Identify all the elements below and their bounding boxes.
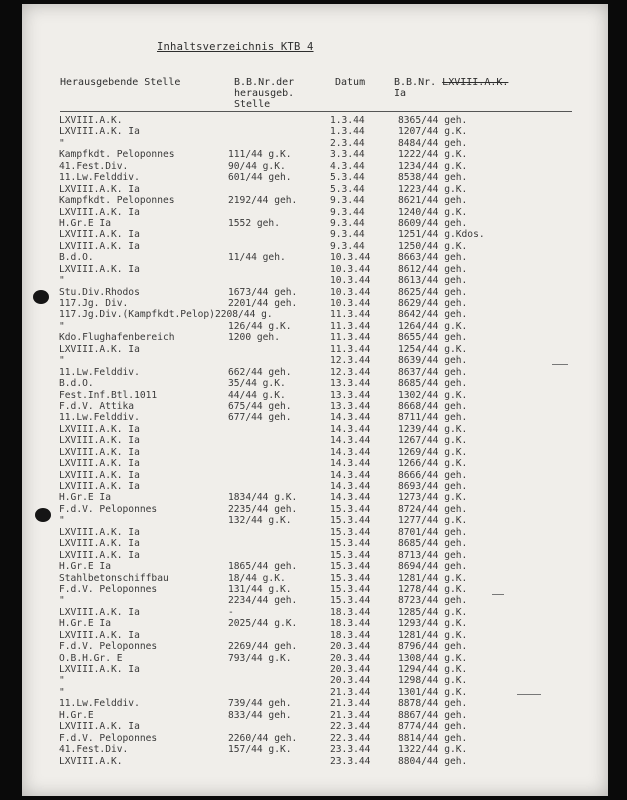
cell-datum: 9.3.44 (330, 195, 365, 207)
header-bb-nr (394, 77, 508, 99)
cell-bb-nr: 8701/44 geh. (398, 526, 468, 538)
cell-bb-nr-herausgeber: 2260/44 geh. (228, 732, 298, 744)
cell-bb-nr: 8723/44 geh. (398, 595, 468, 607)
cell-herausgebende-stelle: 41.Fest.Div. (59, 744, 129, 756)
cell-bb-nr: 8867/44 geh. (398, 709, 468, 721)
cell-herausgebende-stelle: LXVIII.A.K. Ia (59, 481, 140, 492)
table-row (22, 653, 608, 664)
cell-bb-nr: 1278/44 g.K. (398, 583, 468, 595)
cell-bb-nr-herausgeber: 1200 geh. (228, 332, 280, 344)
table-row (22, 378, 608, 389)
cell-herausgebende-stelle: " (59, 275, 65, 287)
cell-bb-nr: 1302/44 g.K. (398, 389, 468, 401)
table-row (22, 332, 608, 343)
table-row (22, 264, 608, 275)
cell-herausgebende-stelle: Fest.Inf.Btl.1011 (59, 389, 158, 401)
table-row (22, 424, 608, 435)
margin-mark (517, 694, 541, 695)
cell-datum: 14.3.44 (330, 481, 371, 492)
cell-herausgebende-stelle: Stu.Div.Rhodos (59, 286, 140, 298)
cell-datum: 10.3.44 (330, 298, 371, 309)
table-row (22, 698, 608, 709)
cell-bb-nr-herausgeber: - (228, 606, 234, 618)
cell-herausgebende-stelle: LXVIII.A.K. Ia (59, 721, 140, 733)
cell-datum: 15.3.44 (330, 583, 371, 595)
cell-bb-nr: 1322/44 g.K. (398, 744, 468, 756)
cell-datum: 14.3.44 (330, 458, 371, 470)
cell-bb-nr: 8642/44 geh. (398, 309, 468, 321)
cell-datum: 15.3.44 (330, 526, 371, 538)
cell-herausgebende-stelle: LXVIII.A.K. Ia (59, 423, 140, 435)
table-row (22, 607, 608, 618)
cell-bb-nr-herausgeber: 2201/44 geh. (228, 298, 298, 309)
document-title: Inhaltsverzeichnis KTB 4 (157, 41, 314, 53)
cell-herausgebende-stelle: H.Gr.E Ia (59, 217, 111, 229)
cell-herausgebende-stelle: " (59, 686, 65, 698)
cell-herausgebende-stelle: LXVIII.A.K. Ia (59, 458, 140, 470)
cell-bb-nr-herausgeber: 35/44 g.K. (228, 378, 286, 390)
cell-datum: 13.3.44 (330, 400, 371, 412)
table-row (22, 641, 608, 652)
cell-bb-nr: 1281/44 g.K. (398, 629, 468, 641)
table-row (22, 298, 608, 309)
cell-herausgebende-stelle: LXVIII.A.K. Ia (59, 263, 140, 275)
cell-datum: 20.3.44 (330, 641, 371, 653)
cell-bb-nr-herausgeber: 601/44 geh. (228, 172, 292, 184)
cell-bb-nr: 8639/44 geh. (398, 355, 468, 367)
cell-datum: 11.3.44 (330, 309, 371, 321)
cell-herausgebende-stelle: 11.Lw.Felddiv. (59, 698, 140, 710)
table-row (22, 618, 608, 629)
cell-bb-nr: 1222/44 g.K. (398, 149, 468, 161)
cell-bb-nr-herausgeber: 1552 geh. (228, 217, 280, 229)
cell-bb-nr: 1308/44 g.K. (398, 652, 468, 664)
cell-datum: 22.3.44 (330, 721, 371, 733)
cell-datum: 4.3.44 (330, 160, 365, 172)
cell-bb-nr: 1207/44 g.K. (398, 126, 468, 138)
cell-bb-nr-herausgeber: 677/44 geh. (228, 412, 292, 424)
header-bb-nr-prefix: B.B.Nr. (394, 77, 443, 88)
cell-bb-nr: 8814/44 geh. (398, 732, 468, 744)
table-row (22, 527, 608, 538)
cell-herausgebende-stelle: LXVIII.A.K. Ia (59, 629, 140, 641)
table-row (22, 218, 608, 229)
cell-bb-nr-herausgeber: 90/44 g.K. (228, 160, 286, 172)
cell-bb-nr: 8711/44 geh. (398, 412, 468, 424)
margin-mark (492, 594, 504, 595)
cell-herausgebende-stelle: " (59, 675, 65, 687)
cell-bb-nr-herausgeber: 131/44 g.K. (228, 583, 292, 595)
cell-datum: 14.3.44 (330, 435, 371, 447)
cell-bb-nr: 1273/44 g.K. (398, 492, 468, 504)
cell-bb-nr: 1293/44 g.K. (398, 618, 468, 630)
table-row (22, 309, 608, 320)
table-row (22, 675, 608, 686)
table-row (22, 515, 608, 526)
table-row (22, 492, 608, 503)
cell-bb-nr: 8685/44 geh. (398, 378, 468, 390)
cell-bb-nr: 8878/44 geh. (398, 698, 468, 710)
table-row (22, 367, 608, 378)
cell-bb-nr-herausgeber: 1865/44 geh. (228, 561, 298, 573)
cell-bb-nr-herausgeber: 739/44 geh. (228, 698, 292, 710)
table-row (22, 733, 608, 744)
table-row (22, 115, 608, 126)
header-bb-nr-herausgeber: B.B.Nr.der herausgeb. Stelle (234, 77, 295, 110)
cell-datum: 22.3.44 (330, 732, 371, 744)
cell-bb-nr: 1239/44 g.K. (398, 423, 468, 435)
cell-bb-nr-herausgeber: 2235/44 geh. (228, 503, 298, 515)
cell-bb-nr-herausgeber: 11/44 geh. (228, 252, 286, 264)
cell-bb-nr: 8621/44 geh. (398, 195, 468, 207)
cell-herausgebende-stelle: LXVIII.A.K. Ia (59, 435, 140, 447)
cell-bb-nr: 8796/44 geh. (398, 641, 468, 653)
cell-bb-nr: 8365/44 geh. (398, 115, 468, 126)
cell-datum: 11.3.44 (330, 332, 371, 344)
table-row (22, 195, 608, 206)
table-row (22, 412, 608, 423)
cell-datum: 15.3.44 (330, 515, 371, 527)
cell-bb-nr-herausgeber: 126/44 g.K. (228, 320, 292, 332)
cell-bb-nr: 8693/44 geh. (398, 481, 468, 492)
cell-datum: 15.3.44 (330, 595, 371, 607)
cell-datum: 11.3.44 (330, 343, 371, 355)
cell-datum: 20.3.44 (330, 675, 371, 687)
punch-hole (35, 508, 51, 522)
cell-datum: 20.3.44 (330, 664, 371, 675)
cell-datum: 14.3.44 (330, 469, 371, 481)
cell-bb-nr: 1285/44 g.K. (398, 606, 468, 618)
table-row (22, 321, 608, 332)
table-row (22, 470, 608, 481)
cell-herausgebende-stelle: 117.Jg.Div.(Kampfkdt.Pelop)2208/44 g. (59, 309, 273, 321)
table-row (22, 573, 608, 584)
table-row (22, 355, 608, 366)
cell-datum: 9.3.44 (330, 229, 365, 241)
cell-datum: 1.3.44 (330, 126, 365, 138)
cell-bb-nr: 8774/44 geh. (398, 721, 468, 733)
cell-datum: 14.3.44 (330, 446, 371, 458)
cell-herausgebende-stelle: F.d.V. Peloponnes (59, 583, 158, 595)
cell-bb-nr: 8609/44 geh. (398, 217, 468, 229)
cell-bb-nr-herausgeber: 1834/44 g.K. (228, 492, 298, 504)
cell-bb-nr: 1250/44 g.K. (398, 240, 468, 252)
cell-herausgebende-stelle: " (59, 320, 65, 332)
cell-datum: 21.3.44 (330, 709, 371, 721)
cell-bb-nr-herausgeber: 132/44 g.K. (228, 515, 292, 527)
cell-bb-nr: 8538/44 geh. (398, 172, 468, 184)
cell-herausgebende-stelle: LXVIII.A.K. (59, 755, 123, 767)
cell-herausgebende-stelle: F.d.V. Peloponnes (59, 641, 158, 653)
cell-bb-nr-herausgeber: 2269/44 geh. (228, 641, 298, 653)
cell-bb-nr: 1266/44 g.K. (398, 458, 468, 470)
entries-table (22, 115, 608, 767)
cell-herausgebende-stelle: LXVIII.A.K. Ia (59, 664, 140, 675)
cell-herausgebende-stelle: LXVIII.A.K. Ia (59, 469, 140, 481)
cell-datum: 9.3.44 (330, 240, 365, 252)
cell-bb-nr-herausgeber: 44/44 g.K. (228, 389, 286, 401)
cell-herausgebende-stelle: LXVIII.A.K. Ia (59, 183, 140, 195)
cell-bb-nr: 8613/44 geh. (398, 275, 468, 287)
cell-datum: 21.3.44 (330, 698, 371, 710)
cell-herausgebende-stelle: H.Gr.E Ia (59, 618, 111, 630)
cell-herausgebende-stelle: B.d.O. (59, 378, 94, 390)
table-row (22, 710, 608, 721)
cell-bb-nr-herausgeber: 675/44 geh. (228, 400, 292, 412)
cell-herausgebende-stelle: 11.Lw.Felddiv. (59, 172, 140, 184)
table-row (22, 229, 608, 240)
table-row (22, 538, 608, 549)
cell-herausgebende-stelle: LXVIII.A.K. Ia (59, 126, 140, 138)
cell-datum: 18.3.44 (330, 618, 371, 630)
cell-bb-nr: 1254/44 g.K. (398, 343, 468, 355)
cell-bb-nr: 8629/44 geh. (398, 298, 468, 309)
cell-datum: 10.3.44 (330, 286, 371, 298)
cell-datum: 15.3.44 (330, 549, 371, 561)
table-row (22, 561, 608, 572)
header-bb-nr-struck: LXVIII.A.K. (442, 77, 509, 88)
table-row (22, 664, 608, 675)
cell-datum: 18.3.44 (330, 629, 371, 641)
cell-bb-nr: 1223/44 g.K. (398, 183, 468, 195)
table-row (22, 126, 608, 137)
cell-datum: 14.3.44 (330, 412, 371, 424)
cell-herausgebende-stelle: O.B.H.Gr. E (59, 652, 123, 664)
cell-bb-nr: 8694/44 geh. (398, 561, 468, 573)
document-page (22, 4, 608, 796)
cell-bb-nr: 1298/44 g.K. (398, 675, 468, 687)
cell-bb-nr: 8685/44 geh. (398, 538, 468, 550)
table-row (22, 458, 608, 469)
cell-datum: 10.3.44 (330, 263, 371, 275)
table-row (22, 149, 608, 160)
cell-herausgebende-stelle: LXVIII.A.K. Ia (59, 343, 140, 355)
table-row (22, 504, 608, 515)
cell-datum: 5.3.44 (330, 183, 365, 195)
table-row (22, 481, 608, 492)
cell-herausgebende-stelle: LXVIII.A.K. Ia (59, 538, 140, 550)
cell-datum: 13.3.44 (330, 378, 371, 390)
table-row (22, 447, 608, 458)
table-row (22, 721, 608, 732)
cell-bb-nr: 1251/44 g.Kdos. (398, 229, 485, 241)
table-row (22, 390, 608, 401)
table-row (22, 184, 608, 195)
cell-herausgebende-stelle: H.Gr.E Ia (59, 492, 111, 504)
cell-bb-nr: 8637/44 geh. (398, 366, 468, 378)
cell-bb-nr-herausgeber: 2192/44 geh. (228, 195, 298, 207)
cell-datum: 10.3.44 (330, 275, 371, 287)
cell-bb-nr: 1277/44 g.K. (398, 515, 468, 527)
header-rule (60, 111, 572, 112)
cell-herausgebende-stelle: LXVIII.A.K. Ia (59, 240, 140, 252)
punch-hole (33, 290, 49, 304)
cell-datum: 18.3.44 (330, 606, 371, 618)
table-row (22, 687, 608, 698)
cell-datum: 14.3.44 (330, 423, 371, 435)
cell-herausgebende-stelle: F.d.V. Peloponnes (59, 732, 158, 744)
cell-datum: 20.3.44 (330, 652, 371, 664)
cell-bb-nr: 8724/44 geh. (398, 503, 468, 515)
table-row (22, 435, 608, 446)
cell-herausgebende-stelle: LXVIII.A.K. Ia (59, 606, 140, 618)
cell-herausgebende-stelle: LXVIII.A.K. Ia (59, 229, 140, 241)
cell-datum: 21.3.44 (330, 686, 371, 698)
table-row (22, 595, 608, 606)
cell-bb-nr-herausgeber: 1673/44 geh. (228, 286, 298, 298)
cell-datum: 14.3.44 (330, 492, 371, 504)
cell-herausgebende-stelle: H.Gr.E Ia (59, 561, 111, 573)
cell-herausgebende-stelle: LXVIII.A.K. (59, 115, 123, 126)
cell-herausgebende-stelle: Kampfkdt. Peloponnes (59, 149, 175, 161)
cell-herausgebende-stelle: " (59, 515, 65, 527)
cell-bb-nr: 8484/44 geh. (398, 137, 468, 149)
cell-bb-nr-herausgeber: 18/44 g.K. (228, 572, 286, 584)
cell-bb-nr: 1301/44 g.K. (398, 686, 468, 698)
header-herausgebende-stelle: Herausgebende Stelle (60, 77, 181, 88)
cell-herausgebende-stelle: " (59, 137, 65, 149)
cell-bb-nr-herausgeber: 662/44 geh. (228, 366, 292, 378)
cell-datum: 5.3.44 (330, 172, 365, 184)
table-row (22, 550, 608, 561)
cell-datum: 23.3.44 (330, 755, 371, 767)
cell-bb-nr-herausgeber: 111/44 g.K. (228, 149, 292, 161)
header-bb-nr-line2: Ia (394, 88, 407, 99)
table-row (22, 172, 608, 183)
cell-herausgebende-stelle: " (59, 595, 65, 607)
cell-herausgebende-stelle: F.d.V. Peloponnes (59, 503, 158, 515)
table-row (22, 138, 608, 149)
cell-bb-nr: 1281/44 g.K. (398, 572, 468, 584)
table-row (22, 161, 608, 172)
table-row (22, 756, 608, 767)
cell-datum: 15.3.44 (330, 572, 371, 584)
cell-datum: 12.3.44 (330, 366, 371, 378)
cell-datum: 1.3.44 (330, 115, 365, 126)
cell-bb-nr: 8804/44 geh. (398, 755, 468, 767)
cell-herausgebende-stelle: Kdo.Flughafenbereich (59, 332, 175, 344)
cell-herausgebende-stelle: LXVIII.A.K. Ia (59, 446, 140, 458)
cell-bb-nr: 8668/44 geh. (398, 400, 468, 412)
cell-datum: 12.3.44 (330, 355, 371, 367)
cell-datum: 23.3.44 (330, 744, 371, 756)
cell-herausgebende-stelle: " (59, 355, 65, 367)
cell-datum: 10.3.44 (330, 252, 371, 264)
cell-herausgebende-stelle: 41.Fest.Div. (59, 160, 129, 172)
table-row (22, 401, 608, 412)
cell-bb-nr: 1294/44 g.K. (398, 664, 468, 675)
cell-bb-nr: 8612/44 geh. (398, 263, 468, 275)
cell-bb-nr-herausgeber: 833/44 geh. (228, 709, 292, 721)
cell-herausgebende-stelle: LXVIII.A.K. Ia (59, 549, 140, 561)
cell-datum: 15.3.44 (330, 538, 371, 550)
cell-herausgebende-stelle: H.Gr.E (59, 709, 94, 721)
cell-herausgebende-stelle: Stahlbetonschiffbau (59, 572, 169, 584)
cell-herausgebende-stelle: LXVIII.A.K. Ia (59, 526, 140, 538)
cell-datum: 13.3.44 (330, 389, 371, 401)
table-row (22, 584, 608, 595)
cell-herausgebende-stelle: 117.Jg. Div. (59, 298, 129, 309)
cell-bb-nr: 8655/44 geh. (398, 332, 468, 344)
cell-datum: 2.3.44 (330, 137, 365, 149)
cell-datum: 9.3.44 (330, 206, 365, 218)
cell-datum: 15.3.44 (330, 561, 371, 573)
cell-bb-nr: 8663/44 geh. (398, 252, 468, 264)
cell-bb-nr-herausgeber: 2234/44 geh. (228, 595, 298, 607)
table-row (22, 207, 608, 218)
cell-herausgebende-stelle: 11.Lw.Felddiv. (59, 412, 140, 424)
cell-datum: 11.3.44 (330, 320, 371, 332)
table-row (22, 252, 608, 263)
cell-datum: 9.3.44 (330, 217, 365, 229)
table-row (22, 241, 608, 252)
cell-bb-nr: 1269/44 g.K. (398, 446, 468, 458)
cell-bb-nr: 8625/44 geh. (398, 286, 468, 298)
cell-herausgebende-stelle: LXVIII.A.K. Ia (59, 206, 140, 218)
header-datum: Datum (335, 77, 366, 88)
table-row (22, 287, 608, 298)
cell-bb-nr-herausgeber: 157/44 g.K. (228, 744, 292, 756)
margin-mark (552, 364, 568, 365)
cell-herausgebende-stelle: 11.Lw.Felddiv. (59, 366, 140, 378)
table-row (22, 744, 608, 755)
cell-datum: 3.3.44 (330, 149, 365, 161)
cell-bb-nr-herausgeber: 793/44 g.K. (228, 652, 292, 664)
table-row (22, 275, 608, 286)
table-row (22, 630, 608, 641)
cell-bb-nr: 1264/44 g.K. (398, 320, 468, 332)
cell-herausgebende-stelle: Kampfkdt. Peloponnes (59, 195, 175, 207)
cell-bb-nr: 8666/44 geh. (398, 469, 468, 481)
cell-bb-nr: 1240/44 g.K. (398, 206, 468, 218)
cell-bb-nr: 8713/44 geh. (398, 549, 468, 561)
table-row (22, 344, 608, 355)
cell-herausgebende-stelle: F.d.V. Attika (59, 400, 135, 412)
cell-bb-nr-herausgeber: 2025/44 g.K. (228, 618, 298, 630)
cell-herausgebende-stelle: B.d.O. (59, 252, 94, 264)
cell-bb-nr: 1234/44 g.K. (398, 160, 468, 172)
cell-bb-nr: 1267/44 g.K. (398, 435, 468, 447)
cell-datum: 15.3.44 (330, 503, 371, 515)
